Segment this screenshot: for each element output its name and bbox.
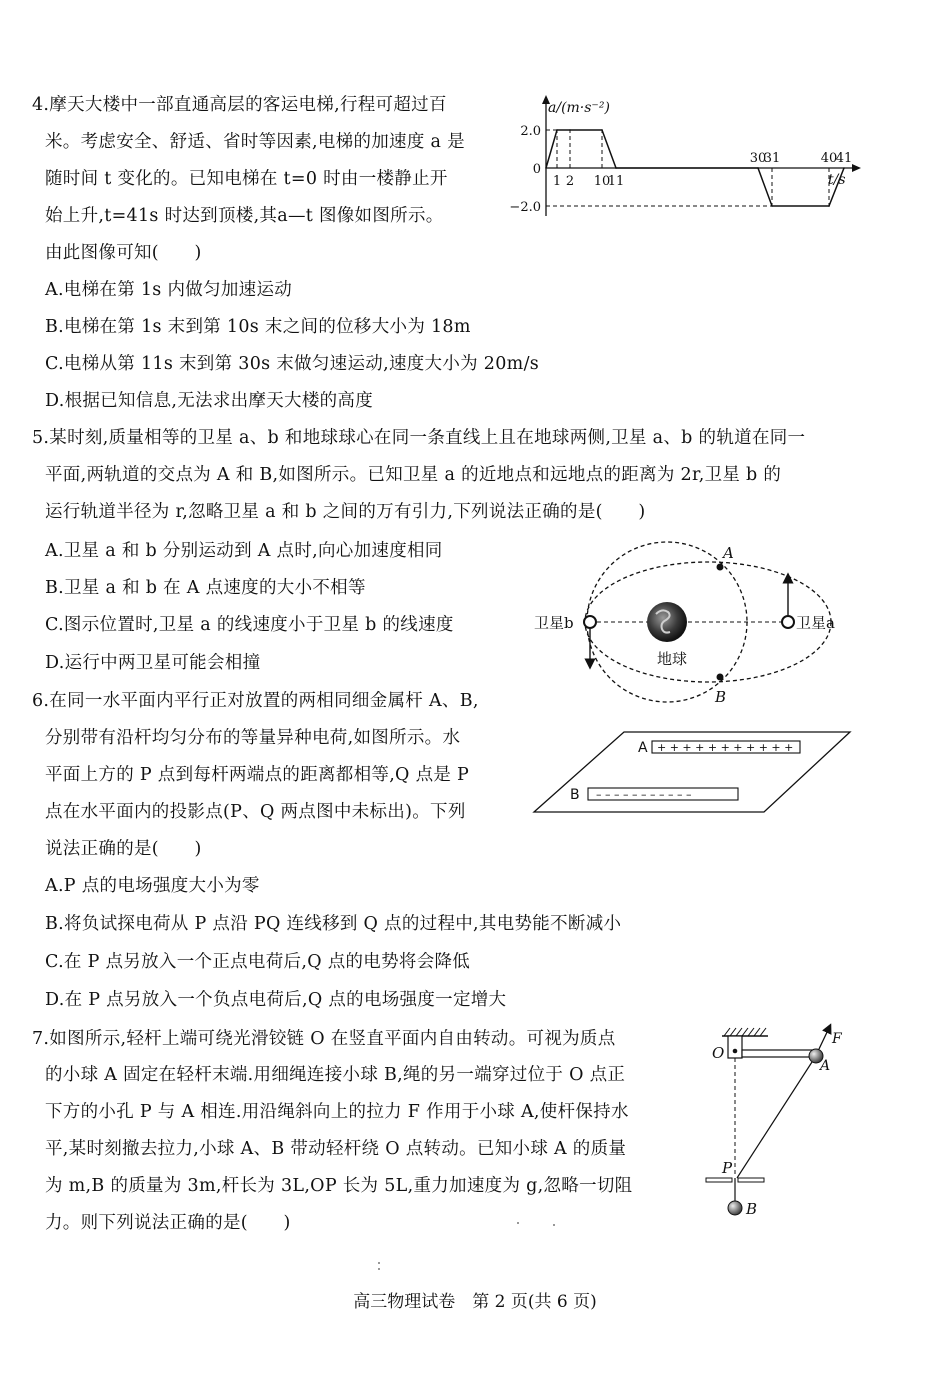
data-point xyxy=(771,205,773,207)
data-point xyxy=(828,205,830,207)
force-F-arrow-icon xyxy=(819,1028,829,1049)
x-tick-label: 10 xyxy=(593,174,611,189)
y-tick-label: 0 xyxy=(532,162,541,177)
label-A: A xyxy=(723,544,734,562)
option-c: C.图示位置时,卫星 a 的线速度小于卫星 b 的线速度 xyxy=(45,615,454,635)
y-tick-label: −2.0 xyxy=(509,200,541,215)
question-stem-line: 5.某时刻,质量相等的卫星 a、b 和地球球心在同一条直线上且在地球两侧,卫星 a、b 的轨道在同一 xyxy=(32,428,806,448)
x-tick-label: 1 xyxy=(552,174,562,189)
page-footer: 高三物理试卷 第 2 页(共 6 页) xyxy=(353,1292,597,1312)
satellite-a-icon xyxy=(782,616,794,628)
option-b: B.电梯在第 1s 末到第 10s 末之间的位移大小为 18m xyxy=(45,317,471,337)
rod-B-label: B xyxy=(570,787,580,803)
question-stem-line: 米。考虑安全、舒适、省时等因素,电梯的加速度 a 是 xyxy=(45,132,465,152)
option-a: A.电梯在第 1s 内做匀加速运动 xyxy=(45,280,293,300)
option-c: C.电梯从第 11s 末到第 30s 末做匀速运动,速度大小为 20m/s xyxy=(45,354,540,374)
rods-svg xyxy=(532,730,852,820)
data-point xyxy=(556,129,558,131)
label-B: B xyxy=(715,688,727,706)
question-stem-line: 6.在同一水平面内平行正对放置的两相同细金属杆 A、B, xyxy=(32,691,479,711)
question-stem-line: 平面,两轨道的交点为 A 和 B,如图所示。已知卫星 a 的近地点和远地点的距离为 2r,卫星 b 的 xyxy=(45,465,782,485)
scan-speck xyxy=(553,1224,555,1226)
question-stem-line: 始上升,t=41s 时达到顶楼,其a—t 图像如图所示。 xyxy=(45,206,444,226)
label-O: O xyxy=(712,1044,725,1062)
question-stem-line: 平面上方的 P 点到每杆两端点的距离都相等,Q 点是 P xyxy=(45,765,470,785)
hinge-O xyxy=(733,1049,738,1054)
plate-right xyxy=(738,1178,764,1182)
x-axis-label: t/s xyxy=(828,172,846,188)
hinge-bracket xyxy=(728,1036,742,1058)
rod-B-charges: – – – – – – – – – – – xyxy=(596,788,692,801)
question-stem-line: 由此图像可知( ) xyxy=(45,243,202,263)
question-stem-line: 7.如图所示,轻杆上端可绕光滑铰链 O 在竖直平面内自由转动。可视为质点 xyxy=(32,1029,616,1049)
option-d: D.在 P 点另放入一个负点电荷后,Q 点的电场强度一定增大 xyxy=(45,990,507,1010)
question-stem-line: 分别带有沿杆均匀分布的等量异种电荷,如图所示。水 xyxy=(45,728,461,748)
data-point xyxy=(843,167,845,169)
scan-speck xyxy=(378,1268,380,1270)
point-B xyxy=(717,674,724,681)
question-stem-line: 下方的小孔 P 与 A 相连.用沿绳斜向上的拉力 F 作用于小球 A,使杆保持水 xyxy=(45,1102,629,1122)
rope xyxy=(737,1062,812,1178)
label-F: F xyxy=(832,1031,842,1047)
data-point xyxy=(757,167,759,169)
question-stem-line: 力。则下列说法正确的是( ) xyxy=(45,1213,291,1233)
rod-A-charges: + + + + + + + + + + + xyxy=(657,741,794,754)
ball-B-icon xyxy=(728,1201,742,1215)
question-stem-line: 运行轨道半径为 r,忽略卫星 a 和 b 之间的万有引力,下列说法正确的是( ) xyxy=(45,502,646,522)
data-point xyxy=(615,167,617,169)
earth-icon xyxy=(647,602,687,642)
pendulum-figure xyxy=(700,1018,860,1228)
data-point xyxy=(545,167,547,169)
label-P: P xyxy=(722,1159,733,1177)
question-stem-line: 说法正确的是( ) xyxy=(45,839,202,859)
x-axis-arrow-icon xyxy=(852,164,861,172)
option-a: A.P 点的电场强度大小为零 xyxy=(45,876,260,896)
y-axis-label: a/(m·s⁻²) xyxy=(548,100,610,116)
rod-A-label: A xyxy=(638,740,648,756)
question-stem-line: 为 m,B 的质量为 3m,杆长为 3L,OP 长为 5L,重力加速度为 g,忽略一切阻 xyxy=(45,1176,633,1196)
satellite-b-label: 卫星b xyxy=(534,614,574,632)
pendulum-svg xyxy=(700,1018,860,1228)
satellite-b-icon xyxy=(584,616,596,628)
option-d: D.运行中两卫星可能会相撞 xyxy=(45,653,261,673)
x-tick-label: 41 xyxy=(835,151,853,166)
orbit-svg xyxy=(530,538,860,713)
x-tick-label: 2 xyxy=(565,174,575,189)
light-rod xyxy=(742,1050,812,1057)
label-A: A xyxy=(820,1058,831,1074)
question-stem-line: 4.摩天大楼中一部直通高层的客运电梯,行程可超过百 xyxy=(32,95,447,115)
orbit-figure xyxy=(530,538,860,713)
option-a: A.卫星 a 和 b 分别运动到 A 点时,向心加速度相同 xyxy=(45,541,443,561)
x-tick-label: 11 xyxy=(607,174,625,189)
point-A xyxy=(717,564,724,571)
scan-speck xyxy=(517,1222,519,1224)
option-b: B.将负试探电荷从 P 点沿 PQ 连线移到 Q 点的过程中,其电势能不断减小 xyxy=(45,914,622,934)
at-graph-figure xyxy=(509,92,853,222)
x-tick-label: 40 xyxy=(820,151,838,166)
scan-speck xyxy=(378,1262,380,1264)
option-d: D.根据已知信息,无法求出摩天大楼的高度 xyxy=(45,391,374,411)
question-stem-line: 点在水平面内的投影点(P、Q 两点图中未标出)。下列 xyxy=(45,802,466,822)
earth-label: 地球 xyxy=(657,650,688,668)
x-tick-label: 30 xyxy=(749,151,767,166)
x-tick-label: 31 xyxy=(763,151,781,166)
data-point xyxy=(601,129,603,131)
question-stem-line: 平,某时刻撤去拉力,小球 A、B 带动轻杆绕 O 点转动。已知小球 A 的质量 xyxy=(45,1139,627,1159)
label-B: B xyxy=(746,1200,758,1218)
question-stem-line: 随时间 t 变化的。已知电梯在 t=0 时由一楼静止开 xyxy=(45,169,448,189)
question-stem-line: 的小球 A 固定在轻杆末端.用细绳连接小球 B,绳的另一端穿过位于 O 点正 xyxy=(45,1065,626,1085)
y-tick-label: 2.0 xyxy=(520,124,541,139)
option-c: C.在 P 点另放入一个正点电荷后,Q 点的电势将会降低 xyxy=(45,952,471,972)
satellite-a-label: 卫星a xyxy=(796,614,835,632)
data-point xyxy=(569,129,571,131)
ceiling-hatch xyxy=(724,1028,766,1036)
plate-left xyxy=(706,1178,732,1182)
rods-figure xyxy=(532,730,852,820)
option-b: B.卫星 a 和 b 在 A 点速度的大小不相等 xyxy=(45,578,366,598)
at-graph-svg xyxy=(509,92,853,222)
